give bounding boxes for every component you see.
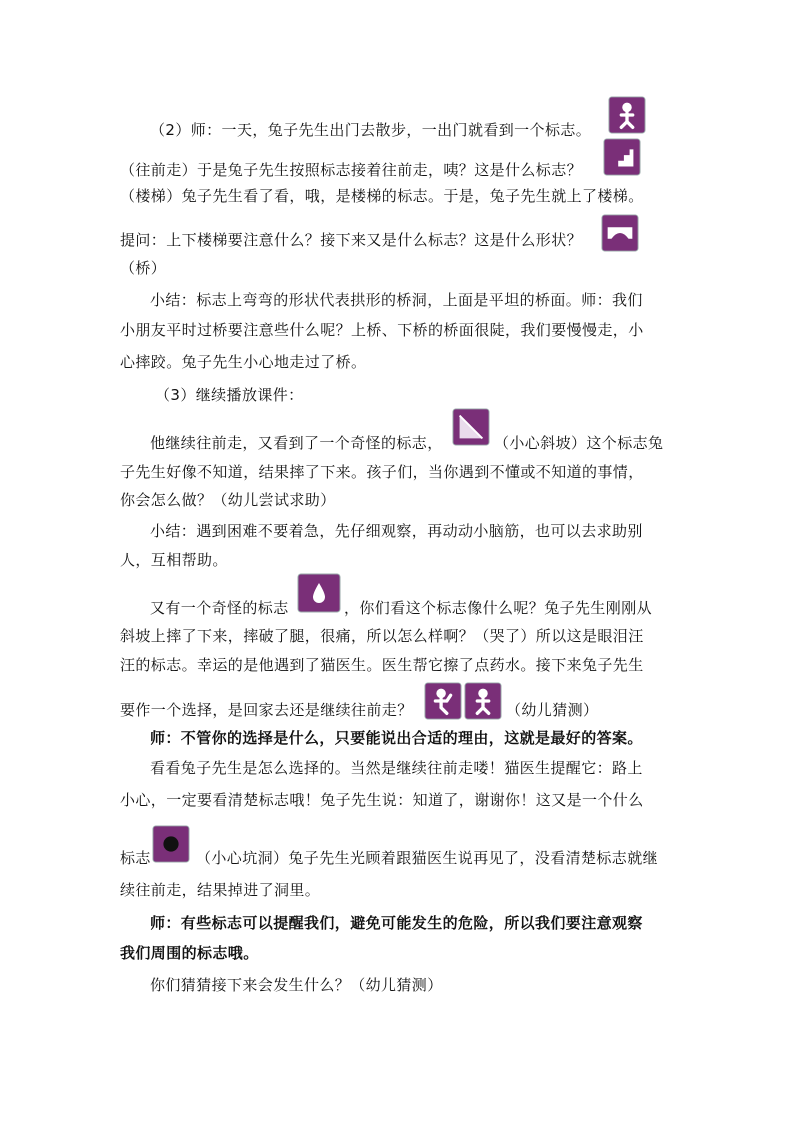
text-line: （幼儿猜测）	[506, 701, 599, 719]
walking-figure-icon	[464, 682, 502, 720]
teardrop-icon	[297, 573, 341, 613]
text-line: 要作一个选择，是回家去还是继续往前走？	[120, 701, 413, 719]
text-line: （2）师：一天，兔子先生出门去散步，一出门就看到一个标志。	[150, 121, 592, 139]
text-line: （小心坑洞）兔子先生光顾着跟猫医生说再见了，没看清楚标志就继	[196, 849, 659, 867]
slope-icon	[452, 408, 490, 446]
text-line: （往前走）于是兔子先生按照标志接着往前走，咦？这是什么标志？	[120, 161, 583, 179]
walking-figure-icon	[608, 96, 646, 134]
text-line: 又有一个奇怪的标志	[150, 599, 289, 617]
text-line: 我们周围的标志哦。	[120, 944, 259, 962]
text-line: 标志	[120, 849, 151, 867]
text-line: （小心斜坡）这个标志兔	[494, 434, 664, 452]
text-line: 斜坡上摔了下来，摔破了腿，很痛，所以怎么样啊？（哭了）所以这是眼泪汪	[120, 627, 644, 645]
text-line: 小结：遇到困难不要着急，先仔细观察，再动动小脑筋，也可以去求助别	[150, 522, 643, 540]
text-line: （楼梯）兔子先生看了看，哦，是楼梯的标志。于是，兔子先生就上了楼梯。	[120, 187, 644, 205]
figure-turning-back-icon	[424, 682, 462, 720]
stairs-icon	[603, 138, 641, 176]
text-line: 心摔跤。兔子先生小心地走过了桥。	[120, 353, 367, 371]
text-line: ，你们看这个标志像什么呢？兔子先生刚刚从	[344, 599, 653, 617]
text-line: 小朋友平时过桥要注意些什么呢？上桥、下桥的桥面很陡，我们要慢慢走，小	[120, 321, 644, 339]
text-line: 你们猜猜接下来会发生什么？（幼儿猜测）	[150, 976, 443, 994]
text-line: 提问：上下楼梯要注意什么？接下来又是什么标志？这是什么形状？	[120, 231, 583, 249]
text-line: 师：不管你的选择是什么，只要能说出合适的理由，这就是最好的答案。	[150, 729, 643, 747]
text-line: （桥）	[120, 259, 167, 277]
text-line: 师：有些标志可以提醒我们，避免可能发生的危险，所以我们要注意观察	[150, 914, 643, 932]
bridge-icon	[601, 214, 639, 252]
hole-icon	[152, 825, 190, 863]
text-line: 你会怎么做？（幼儿尝试求助）	[120, 491, 336, 509]
text-line: 子先生好像不知道，结果摔了下来。孩子们，当你遇到不懂或不知道的事情，	[120, 463, 644, 481]
text-line: 人，互相帮助。	[120, 551, 228, 569]
text-line: 汪的标志。幸运的是他遇到了猫医生。医生帮它擦了点药水。接下来兔子先生	[120, 656, 644, 674]
text-line: （3）继续播放课件：	[155, 386, 304, 404]
text-line: 他继续往前走，又看到了一个奇怪的标志，	[150, 434, 443, 452]
text-line: 看看兔子先生是怎么选择的。当然是继续往前走喽！猫医生提醒它：路上	[150, 759, 643, 777]
text-line: 小心，一定要看清楚标志哦！兔子先生说：知道了，谢谢你！这又是一个什么	[120, 791, 644, 809]
text-line: 续往前走，结果掉进了洞里。	[120, 881, 321, 899]
text-line: 小结：标志上弯弯的形状代表拱形的桥洞，上面是平坦的桥面。师：我们	[150, 291, 643, 309]
